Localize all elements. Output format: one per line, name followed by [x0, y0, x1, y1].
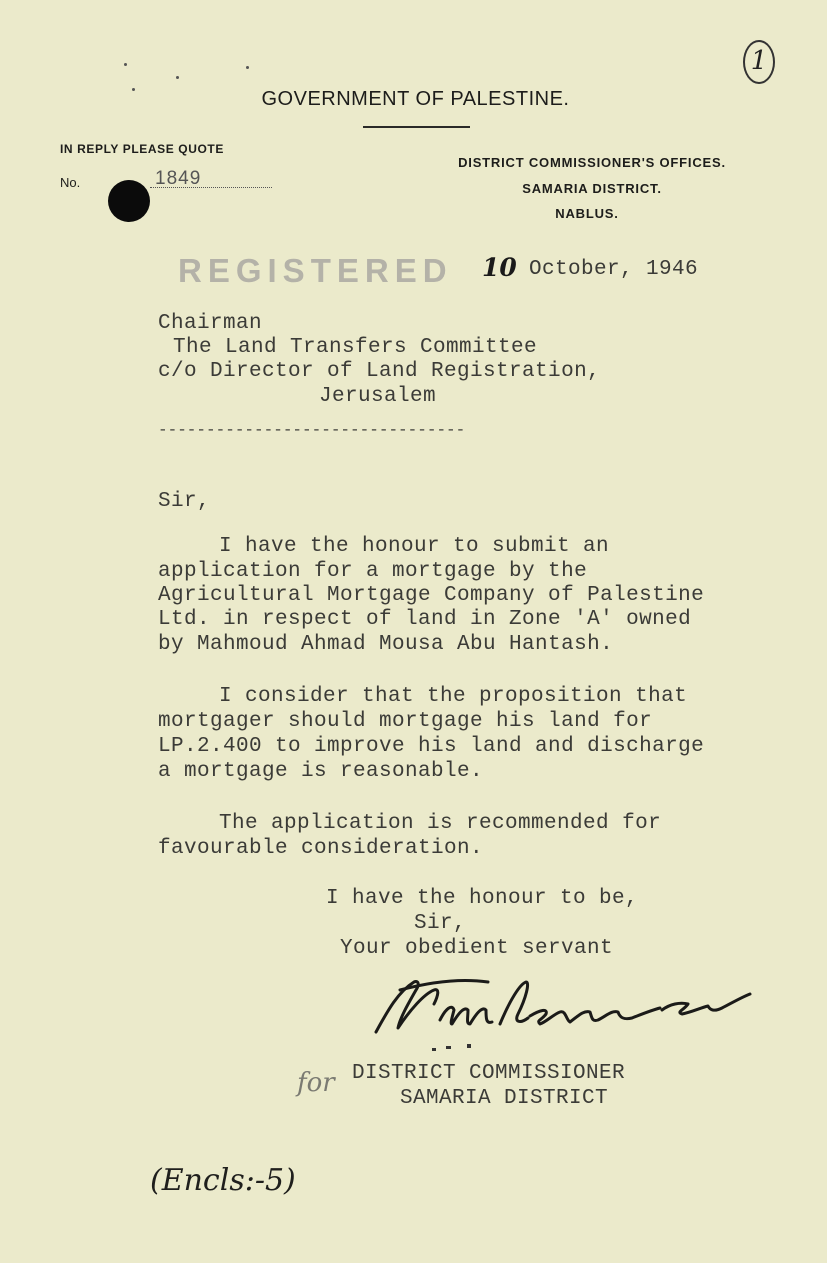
- addressee-line: c/o Director of Land Registration,: [158, 360, 601, 383]
- addressee-line: The Land Transfers Committee: [173, 336, 538, 359]
- ink-speck: [246, 66, 249, 69]
- reference-label: No.: [60, 175, 81, 190]
- body-line: LP.2.400 to improve his land and discharge: [158, 735, 705, 758]
- registered-stamp: REGISTERED: [178, 252, 453, 289]
- body-line: Agricultural Mortgage Company of Palestine: [158, 584, 705, 607]
- body-line: I have the honour to submit an: [219, 535, 610, 558]
- reply-instruction: IN REPLY PLEASE QUOTE: [60, 142, 224, 156]
- ink-dot: [467, 1044, 471, 1048]
- salutation: Sir,: [158, 490, 211, 513]
- addressee-separator: --------------------------------: [158, 421, 466, 439]
- per-procurationem-mark: for: [297, 1068, 335, 1098]
- office-district: SAMARIA DISTRICT.: [522, 181, 662, 196]
- body-line: application for a mortgage by the: [158, 560, 588, 583]
- handwritten-signature: [370, 970, 770, 1040]
- title-underline: [363, 126, 470, 128]
- letterhead-title: GOVERNMENT OF PALESTINE.: [261, 88, 570, 110]
- closing-line: I have the honour to be,: [326, 887, 639, 910]
- ink-dot: [446, 1046, 451, 1049]
- body-line: a mortgage is reasonable.: [158, 760, 484, 783]
- date-month-year: October, 1946: [529, 258, 699, 281]
- addressee-line: Jerusalem: [319, 385, 437, 408]
- signatory-district: SAMARIA DISTRICT: [400, 1087, 609, 1110]
- body-line: Ltd. in respect of land in Zone 'A' owned: [158, 608, 692, 631]
- closing-line: Your obedient servant: [340, 937, 614, 960]
- body-line: by Mahmoud Ahmad Mousa Abu Hantash.: [158, 633, 614, 656]
- body-line: favourable consideration.: [158, 837, 484, 860]
- ink-dot: [432, 1048, 436, 1051]
- punch-hole: [108, 180, 150, 222]
- reference-number: 1849: [155, 168, 202, 189]
- ink-speck: [124, 63, 127, 66]
- body-line: I consider that the proposition that: [219, 685, 688, 708]
- body-line: mortgager should mortgage his land for: [158, 710, 653, 733]
- signatory-title: DISTRICT COMMISSIONER: [352, 1062, 626, 1085]
- body-line: The application is recommended for: [219, 812, 662, 835]
- addressee-line: Chairman: [158, 312, 263, 335]
- office-name: DISTRICT COMMISSIONER'S OFFICES.: [458, 155, 726, 170]
- closing-line: Sir,: [414, 912, 467, 935]
- enclosures-note: (Encls:-5): [150, 1163, 296, 1198]
- ink-speck: [176, 76, 179, 79]
- office-town: NABLUS.: [555, 206, 619, 221]
- date-day-handwritten: 10: [482, 253, 517, 282]
- page-number-mark: 1: [743, 40, 775, 84]
